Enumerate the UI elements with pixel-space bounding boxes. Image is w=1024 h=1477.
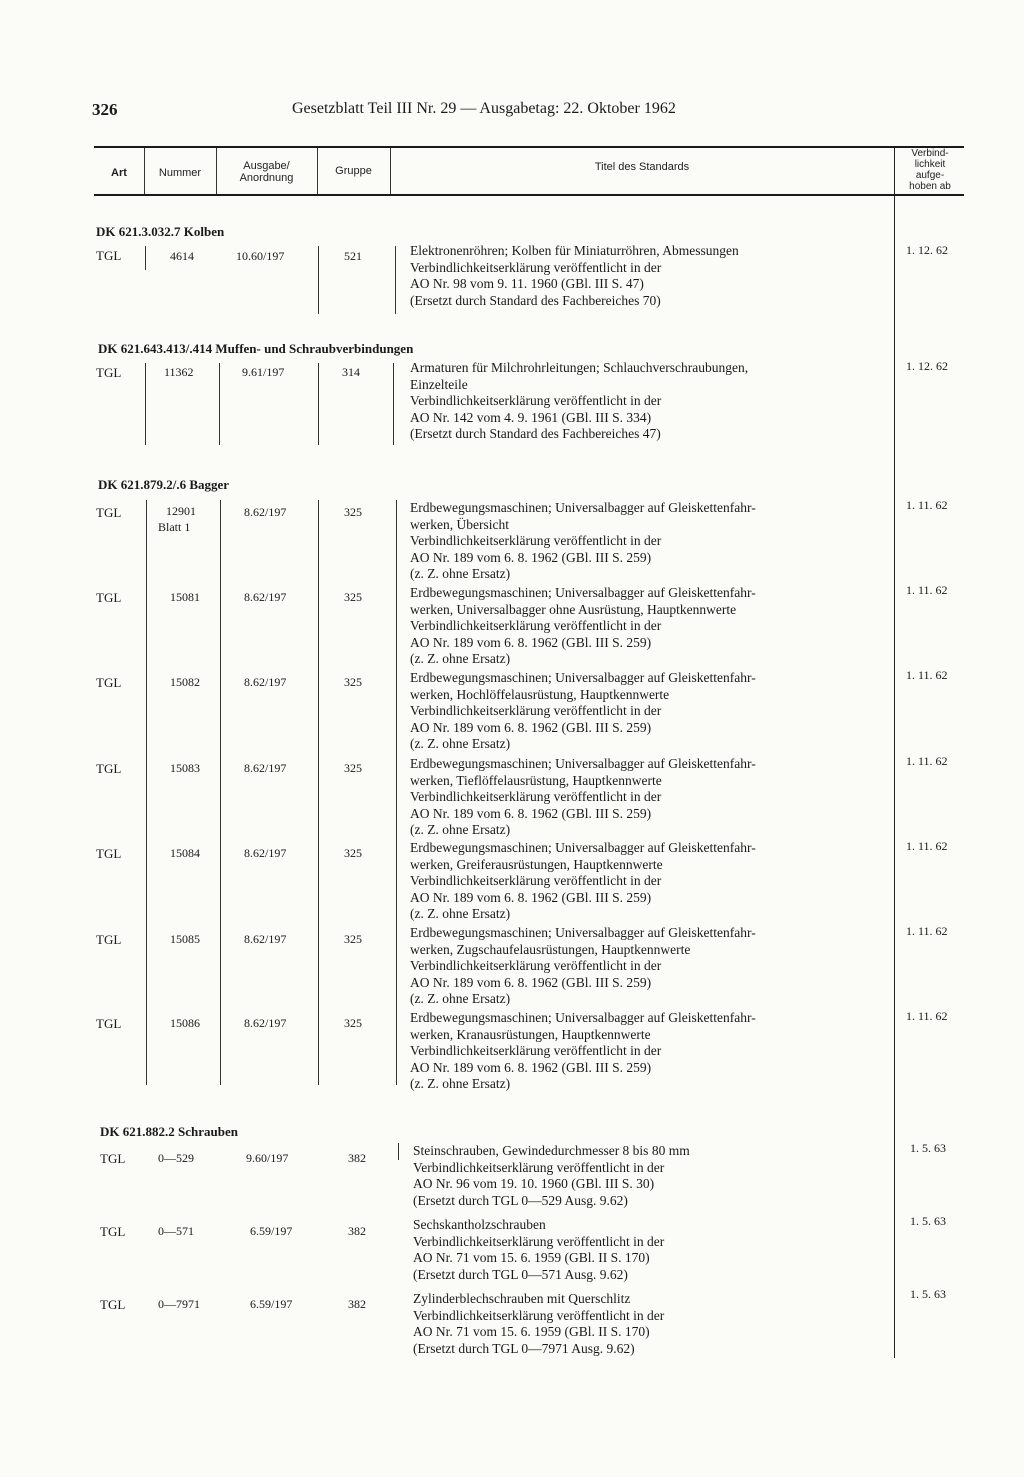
section-title: DK 621.643.413/.414 Muffen- und Schraubverbindungen [98, 341, 414, 356]
titel-line: Verbindlichkeitserklärung veröffentlicht in der [413, 1233, 665, 1249]
titel-cell [410, 243, 739, 309]
column-header-ausgabe-line: Ausgabe/ [243, 160, 290, 172]
titel-line: (Ersetzt durch Standard des Fachbereiches 47) [410, 426, 661, 441]
titel-line: Armaturen für Milchrohrleitungen; Schlauchverschraubungen, [410, 360, 749, 375]
date-cell: 1. 5. 63 [910, 1214, 946, 1228]
page-title: Gesetzblatt Teil III Nr. 29 — Ausgabetag: 22. Oktober 1962 [292, 100, 676, 117]
ausgabe-cell: 6.59/197 [250, 1224, 293, 1238]
section-title: DK 621.882.2 Schrauben [100, 1124, 238, 1139]
titel-line: (Ersetzt durch TGL 0—7971 Ausg. 9.62) [413, 1340, 635, 1356]
ausgabe-cell: 10.60/197 [236, 249, 285, 263]
row-divider [393, 363, 394, 445]
art-cell: TGL [96, 1016, 122, 1031]
titel-cell [410, 840, 756, 923]
gruppe-cell: 325 [344, 932, 362, 946]
titel-line: werken, Hochlöffelausrüstung, Hauptkennwerte [410, 686, 670, 702]
gruppe-cell: 325 [344, 846, 362, 860]
nummer-cell: 15082 [170, 675, 200, 689]
nummer-cell: 15084 [170, 846, 200, 860]
gruppe-cell: 382 [348, 1151, 366, 1165]
date-cell: 1. 11. 62 [906, 924, 948, 938]
titel-line: AO Nr. 189 vom 6. 8. 1962 (GBl. III S. 259) [410, 634, 652, 650]
row-divider [318, 246, 319, 314]
section-title: DK 621.3.032.7 Kolben [96, 224, 225, 239]
nummer-cell: 15086 [170, 1016, 200, 1030]
art-cell: TGL [96, 932, 122, 947]
ausgabe-cell: 8.62/197 [244, 761, 287, 775]
titel-line: werken, Tieflöffelausrüstung, Hauptkennwerte [410, 772, 662, 788]
titel-line: (z. Z. ohne Ersatz) [410, 822, 511, 837]
nummer-cell: 4614 [170, 249, 194, 263]
nummer-cell: 0—571 [158, 1224, 194, 1238]
nummer-blatt: Blatt 1 [158, 520, 191, 534]
art-cell: TGL [96, 761, 122, 776]
titel-line: (z. Z. ohne Ersatz) [410, 991, 511, 1006]
titel-line: werken, Übersicht [410, 516, 509, 532]
gruppe-cell: 314 [342, 365, 360, 379]
row-divider [146, 500, 147, 1085]
titel-line: Steinschrauben, Gewindedurchmesser 8 bis 80 mm [413, 1143, 690, 1158]
row-divider [396, 500, 397, 1085]
art-cell: TGL [100, 1297, 126, 1312]
gruppe-cell: 382 [348, 1224, 366, 1238]
date-cell: 1. 12. 62 [906, 359, 948, 373]
column-header-ausgabe [218, 160, 315, 184]
titel-line: AO Nr. 189 vom 6. 8. 1962 (GBl. III S. 259) [410, 889, 652, 905]
row-divider [398, 1143, 399, 1160]
titel-line: AO Nr. 189 vom 6. 8. 1962 (GBl. III S. 259) [410, 974, 652, 990]
titel-cell [413, 1143, 690, 1209]
art-cell: TGL [96, 675, 122, 690]
titel-line: AO Nr. 189 vom 6. 8. 1962 (GBl. III S. 259) [410, 719, 652, 735]
gruppe-cell: 325 [344, 761, 362, 775]
row-divider [145, 246, 146, 270]
gruppe-cell: 325 [344, 505, 362, 519]
ausgabe-cell: 8.62/197 [244, 505, 287, 519]
row-divider [220, 500, 221, 1085]
ausgabe-cell: 6.59/197 [250, 1297, 293, 1311]
titel-line: Erdbewegungsmaschinen; Universalbagger auf Gleiskettenfahr- [410, 925, 756, 940]
art-cell: TGL [96, 505, 122, 520]
titel-line: AO Nr. 142 vom 4. 9. 1961 (GBl. III S. 334) [410, 409, 652, 425]
date-cell: 1. 11. 62 [906, 1009, 948, 1023]
titel-line: (z. Z. ohne Ersatz) [410, 1076, 511, 1091]
titel-line: Verbindlichkeitserklärung veröffentlicht in der [410, 958, 662, 973]
date-cell: 1. 11. 62 [906, 668, 948, 682]
titel-line: Verbindlichkeitserklärung veröffentlicht in der [413, 1307, 665, 1323]
row-divider [395, 246, 396, 314]
nummer-cell: 15083 [170, 761, 200, 775]
ausgabe-cell: 9.61/197 [242, 365, 285, 379]
titel-cell [410, 670, 756, 753]
art-cell: TGL [96, 248, 122, 263]
art-cell: TGL [96, 590, 122, 605]
titel-line: AO Nr. 71 vom 15. 6. 1959 (GBl. II S. 170) [413, 1250, 650, 1265]
titel-line: Verbindlichkeitserklärung veröffentlicht in der [410, 533, 662, 548]
titel-line: Zylinderblechschrauben mit Querschlitz [413, 1291, 631, 1306]
date-cell: 1. 5. 63 [910, 1287, 946, 1301]
titel-line: AO Nr. 96 vom 19. 10. 1960 (GBl. III S. 30) [413, 1176, 655, 1191]
art-cell: TGL [96, 365, 122, 380]
titel-line: Einzelteile [410, 376, 468, 392]
titel-cell [413, 1217, 664, 1283]
titel-line: (z. Z. ohne Ersatz) [410, 651, 511, 666]
gruppe-cell: 325 [344, 1016, 362, 1030]
art-cell: TGL [100, 1224, 126, 1239]
section-title: DK 621.879.2/.6 Bagger [98, 477, 230, 492]
titel-line: Verbindlichkeitserklärung veröffentlicht in der [410, 703, 662, 718]
titel-line: (Ersetzt durch Standard des Fachbereiches 70) [410, 292, 661, 308]
nummer-cell: 11362 [164, 365, 194, 379]
gruppe-cell: 382 [348, 1297, 366, 1311]
titel-line: Verbindlichkeitserklärung veröffentlicht in der [410, 618, 662, 633]
titel-cell [410, 756, 756, 839]
titel-line: werken, Greiferausrüstungen, Hauptkennwerte [410, 856, 663, 872]
titel-cell [410, 925, 756, 1008]
date-cell: 1. 12. 62 [906, 243, 948, 257]
titel-line: Erdbewegungsmaschinen; Universalbagger auf Gleiskettenfahr- [410, 1010, 756, 1025]
titel-line: werken, Zugschaufelausrüstungen, Hauptkennwerte [410, 941, 691, 957]
nummer-cell: 0—7971 [158, 1297, 200, 1311]
ausgabe-cell: 8.62/197 [244, 675, 287, 689]
titel-line: (z. Z. ohne Ersatz) [410, 736, 511, 751]
titel-line: Verbindlichkeitserklärung veröffentlicht in der [410, 873, 662, 888]
date-cell: 1. 11. 62 [906, 839, 948, 853]
header-divider [144, 148, 145, 194]
verbindlich-column-divider [894, 148, 895, 1358]
date-cell: 1. 11. 62 [906, 498, 948, 512]
titel-cell [410, 500, 756, 583]
column-header-gruppe: Gruppe [335, 165, 372, 177]
gruppe-cell: 521 [344, 249, 362, 263]
titel-line: AO Nr. 98 vom 9. 11. 1960 (GBl. III S. 47) [410, 276, 644, 291]
row-divider [318, 500, 319, 1085]
titel-line: Erdbewegungsmaschinen; Universalbagger auf Gleiskettenfahr- [410, 840, 756, 855]
nummer-cell: 15081 [170, 590, 200, 604]
ausgabe-cell: 8.62/197 [244, 932, 287, 946]
column-header-verbindlich-line: lichkeit [914, 159, 946, 170]
titel-line: werken, Universalbagger ohne Ausrüstung, Hauptkennwerte [410, 601, 737, 617]
titel-line: Verbindlichkeitserklärung veröffentlicht in der [410, 393, 662, 408]
titel-line: AO Nr. 71 vom 15. 6. 1959 (GBl. II S. 170) [413, 1324, 650, 1339]
titel-line: Verbindlichkeitserklärung veröffentlicht in der [410, 1043, 662, 1058]
titel-line: Verbindlichkeitserklärung veröffentlicht in der [410, 789, 662, 804]
table-top-rule [94, 146, 964, 148]
art-cell: TGL [96, 846, 122, 861]
titel-cell [410, 585, 756, 668]
art-cell: TGL [100, 1151, 126, 1166]
ausgabe-cell: 8.62/197 [244, 1016, 287, 1030]
header-divider [390, 148, 391, 194]
column-header-titel: Titel des Standards [594, 161, 690, 173]
titel-line: Erdbewegungsmaschinen; Universalbagger auf Gleiskettenfahr- [410, 500, 756, 515]
row-divider [219, 363, 220, 445]
nummer-cell: 15085 [170, 932, 200, 946]
header-divider [317, 148, 318, 194]
ausgabe-cell: 8.62/197 [244, 590, 287, 604]
titel-cell [410, 360, 748, 443]
titel-line: werken, Kranausrüstungen, Hauptkennwerte [410, 1026, 651, 1042]
titel-line: AO Nr. 189 vom 6. 8. 1962 (GBl. III S. 259) [410, 805, 652, 821]
header-divider [216, 148, 217, 194]
titel-line: Sechskantholzschrauben [413, 1217, 546, 1232]
titel-line: Elektronenröhren; Kolben für Miniaturröhren, Abmessungen [410, 243, 739, 258]
column-header-art: Art [111, 167, 127, 179]
column-header-ausgabe-line: Anordnung [239, 172, 294, 184]
titel-cell [413, 1291, 664, 1357]
nummer-cell: 12901 [166, 504, 196, 518]
date-cell: 1. 11. 62 [906, 583, 948, 597]
titel-line: (z. Z. ohne Ersatz) [410, 906, 511, 921]
titel-line: Verbindlichkeitserklärung veröffentlicht in der [410, 259, 662, 275]
column-header-verbindlich-line: Verbind- [911, 148, 949, 159]
date-cell: 1. 5. 63 [910, 1141, 946, 1155]
titel-line: Erdbewegungsmaschinen; Universalbagger auf Gleiskettenfahr- [410, 585, 756, 600]
titel-line: Verbindlichkeitserklärung veröffentlicht in der [413, 1159, 665, 1175]
row-divider [145, 363, 146, 445]
gruppe-cell: 325 [344, 590, 362, 604]
page-header [92, 100, 792, 124]
titel-line: Erdbewegungsmaschinen; Universalbagger auf Gleiskettenfahr- [410, 756, 756, 771]
date-cell: 1. 11. 62 [906, 754, 948, 768]
gruppe-cell: 325 [344, 675, 362, 689]
ausgabe-cell: 9.60/197 [246, 1151, 289, 1165]
row-divider [318, 363, 319, 445]
titel-line: (z. Z. ohne Ersatz) [410, 566, 511, 581]
column-header-verbindlich [896, 148, 964, 192]
titel-line: AO Nr. 189 vom 6. 8. 1962 (GBl. III S. 259) [410, 549, 652, 565]
column-header-verbindlich-line: aufge- [915, 170, 945, 181]
nummer-cell: 0—529 [158, 1151, 194, 1165]
table-header-bottom-rule [94, 194, 964, 196]
titel-cell [410, 1010, 756, 1093]
column-header-nummer: Nummer [158, 167, 202, 179]
titel-line: Erdbewegungsmaschinen; Universalbagger auf Gleiskettenfahr- [410, 670, 756, 685]
ausgabe-cell: 8.62/197 [244, 846, 287, 860]
page-number: 326 [92, 100, 118, 119]
titel-line: (Ersetzt durch TGL 0—529 Ausg. 9.62) [413, 1192, 628, 1208]
titel-line: (Ersetzt durch TGL 0—571 Ausg. 9.62) [413, 1266, 628, 1282]
column-header-verbindlich-line: hoben ab [909, 181, 951, 192]
titel-line: AO Nr. 189 vom 6. 8. 1962 (GBl. III S. 259) [410, 1059, 652, 1075]
